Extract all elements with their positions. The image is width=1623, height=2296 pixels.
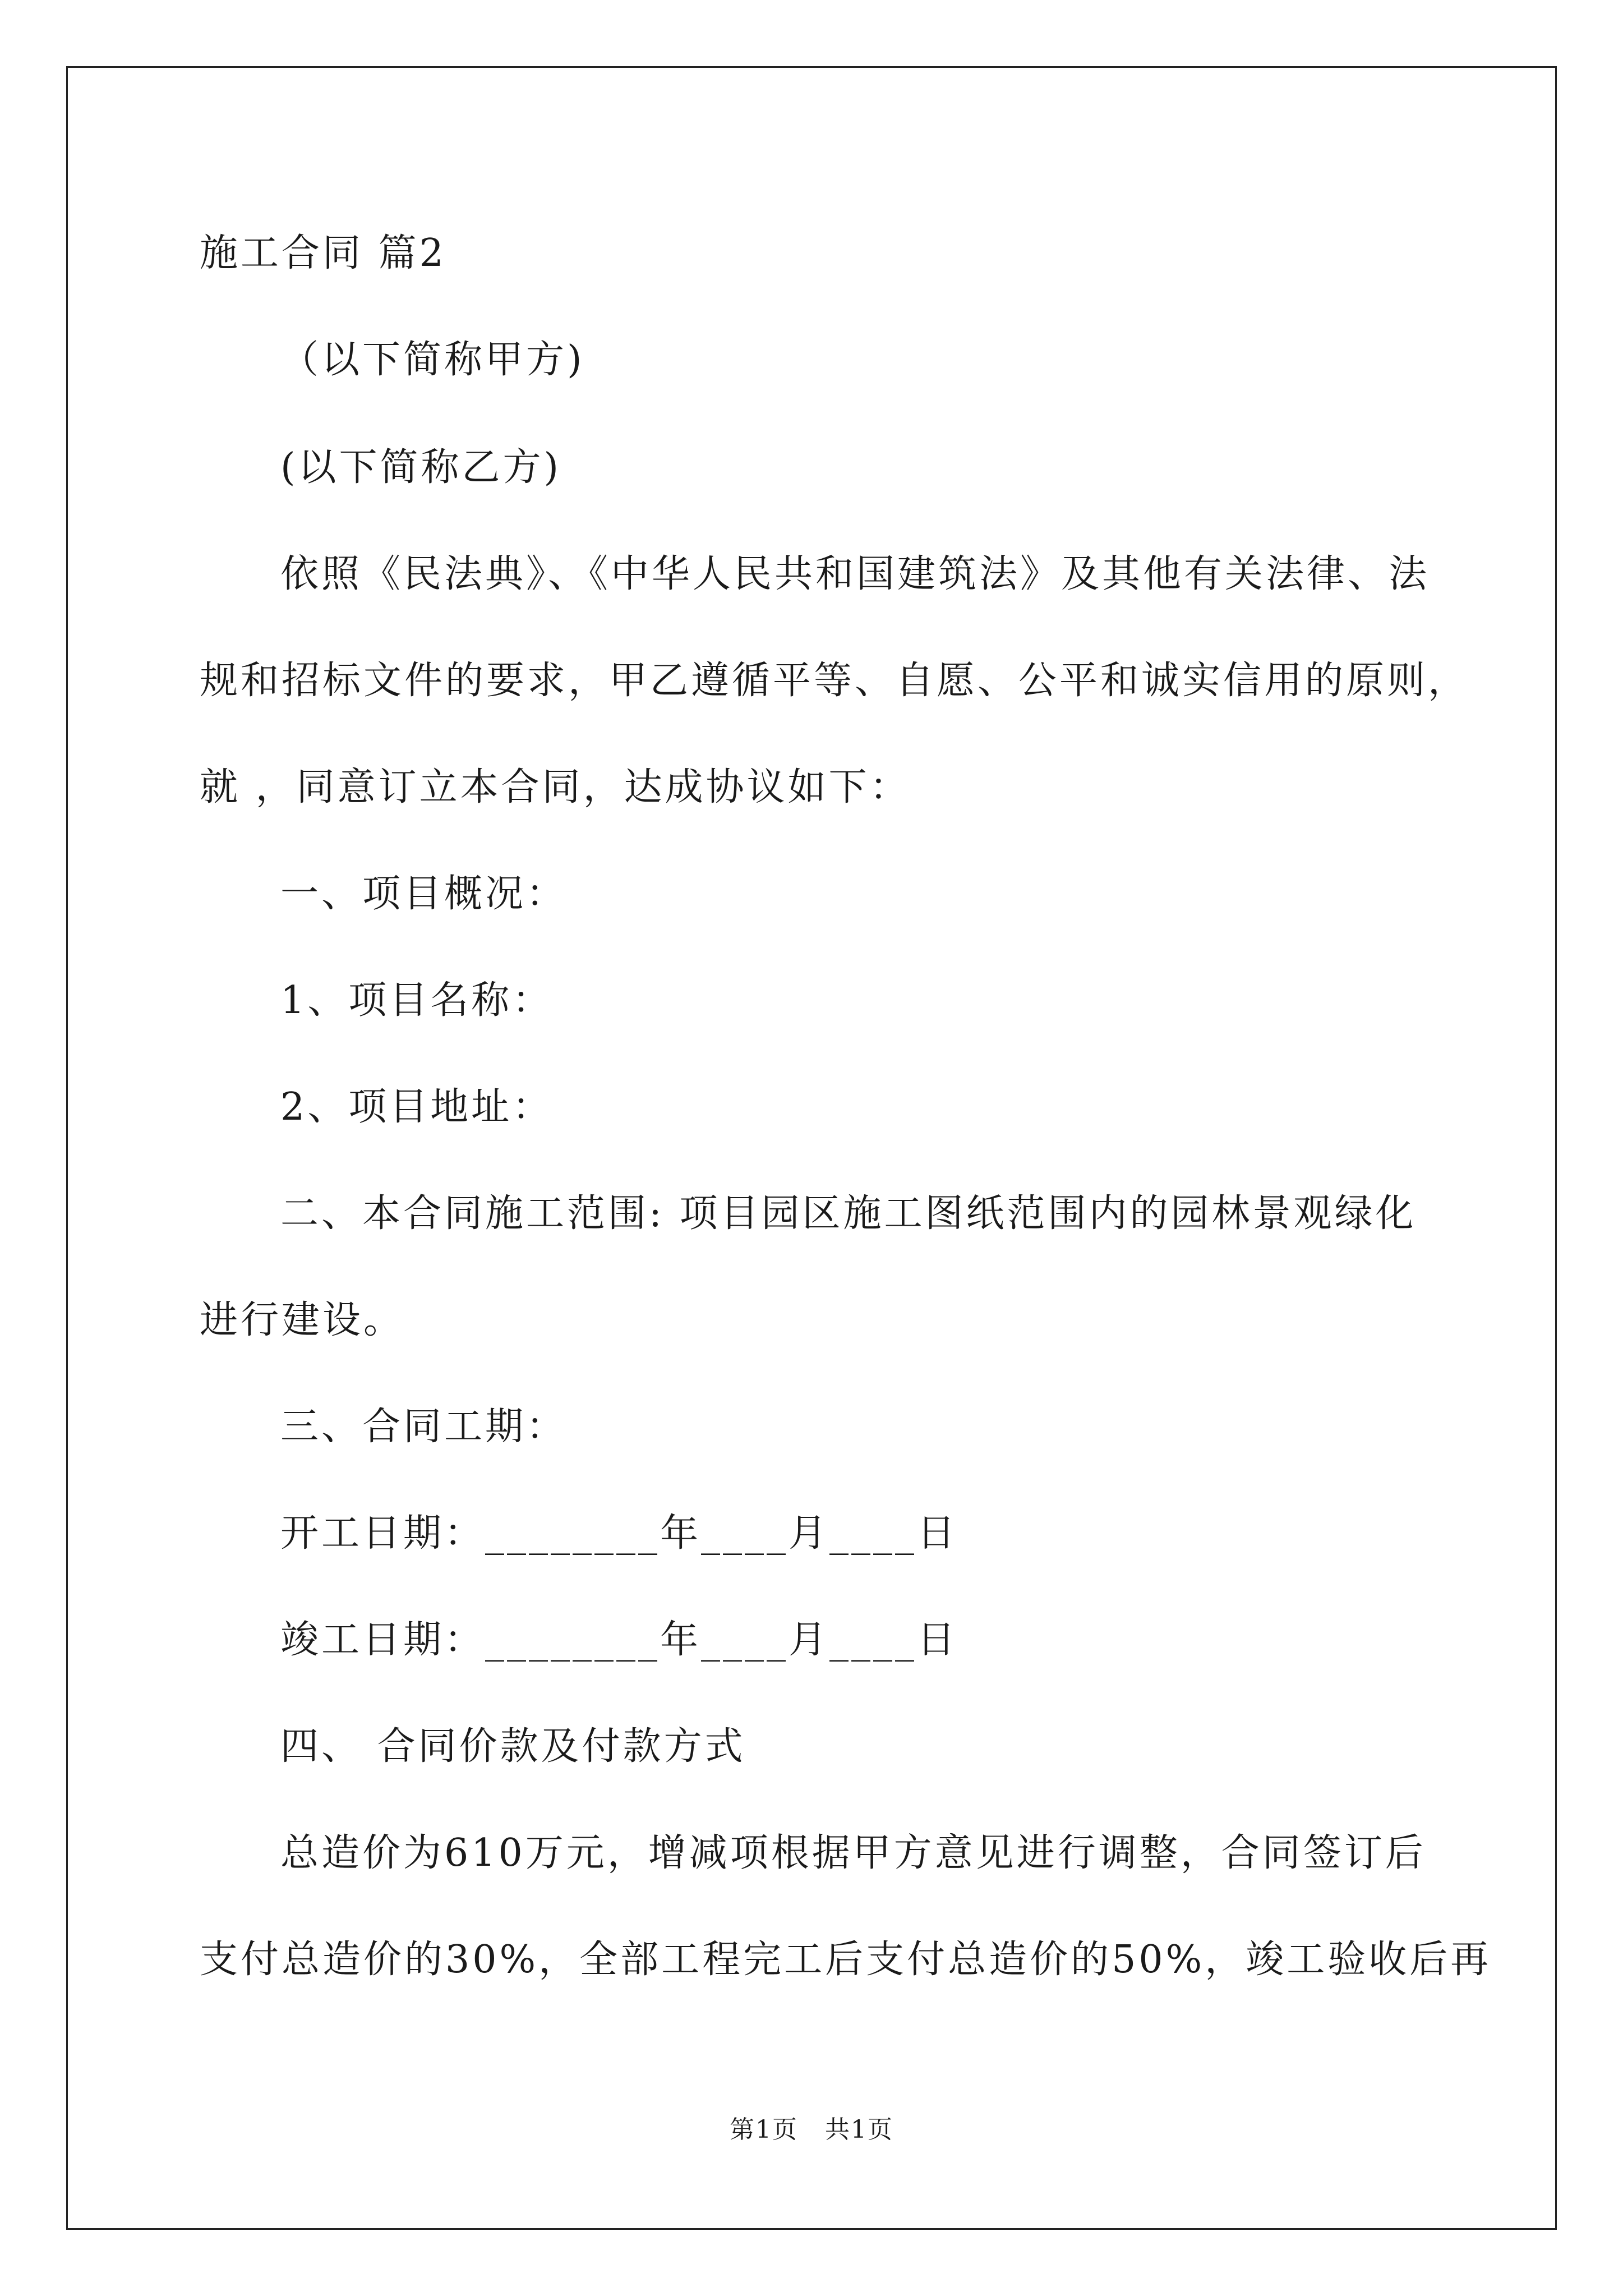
document-title: 施工合同 篇2 [200,231,446,275]
party-a-line: （以下简称甲方) [280,338,585,382]
page-number-footer: 第1页 共1页 [730,2115,893,2144]
item-project-name: 1、项目名称： [280,978,554,1023]
intro-line-1: 依照《民法典》、《中华人民共和国建筑法》及其他有关法律、法 [280,552,1430,596]
end-date-line: 竣工日期：________年____月____日 [280,1618,958,1662]
section-2-line-2: 进行建设。 [200,1298,405,1342]
section-3-heading: 三、合同工期： [280,1405,568,1449]
section-4-heading: 四、 合同价款及付款方式 [280,1724,746,1769]
section-2-line-1: 二、本合同施工范围: 项目园区施工图纸范围内的园林景观绿化 [280,1191,1417,1236]
payment-line-2: 支付总造价的30%，全部工程完工后支付总造价的50%，竣工验收后再 [200,1938,1492,1982]
page-frame [66,66,1557,2230]
section-1-heading: 一、项目概况： [280,872,568,916]
payment-line-1: 总造价为610万元，增减项根据甲方意见进行调整，合同签订后 [280,1831,1426,1875]
start-date-line: 开工日期：________年____月____日 [280,1511,958,1556]
intro-line-2: 规和招标文件的要求，甲乙遵循平等、自愿、公平和诚实信用的原则， [200,659,1469,703]
item-project-address: 2、项目地址： [280,1085,554,1129]
intro-line-3: 就 ，同意订立本合同，达成协议如下： [200,765,911,809]
party-b-line: (以下简称乙方) [280,445,562,490]
